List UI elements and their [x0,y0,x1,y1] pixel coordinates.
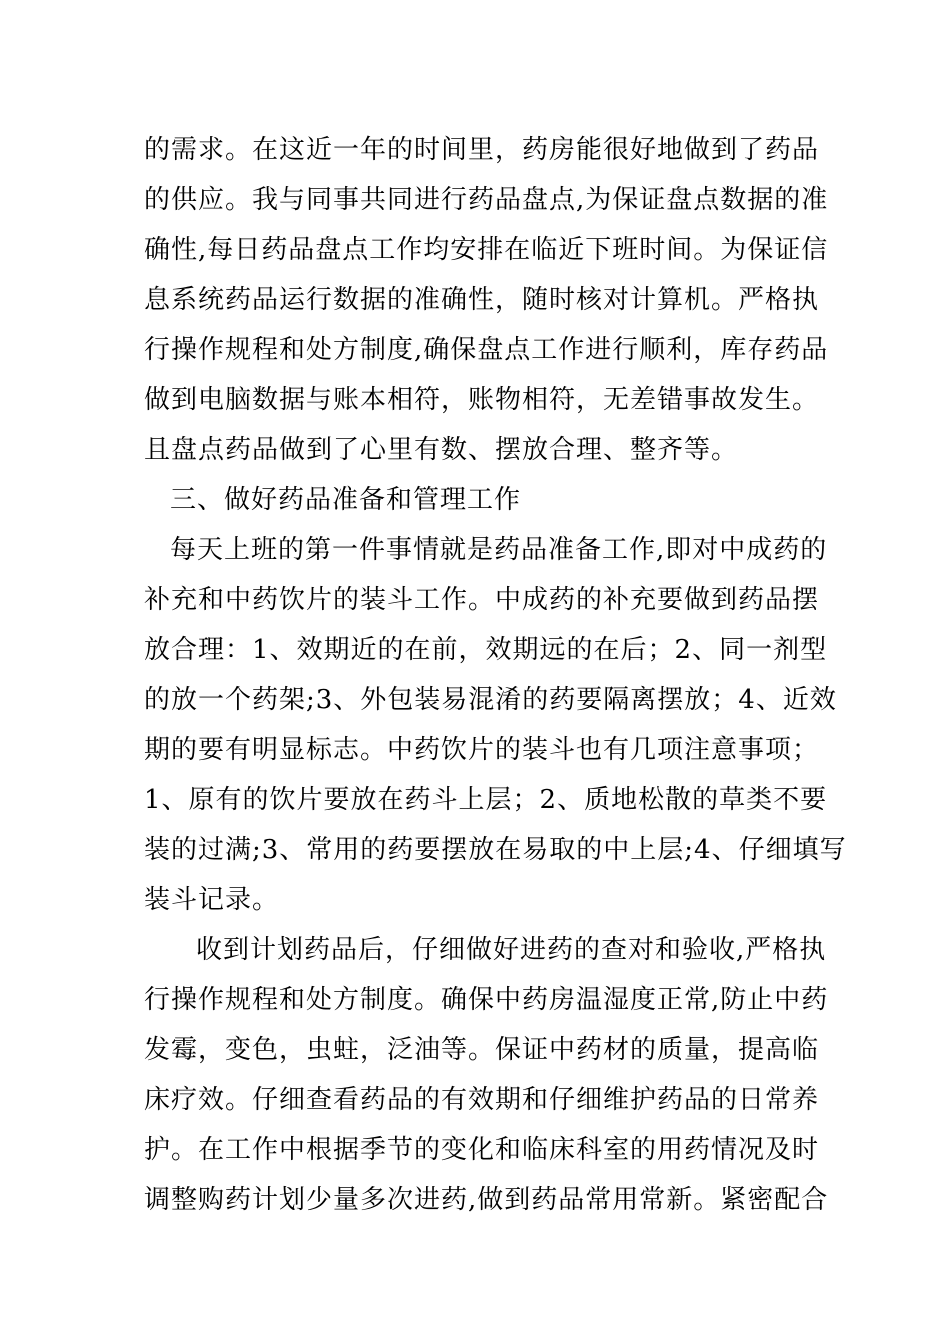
text-line: 且盘点药品做到了心里有数、摆放合理、整齐等。 [144,435,739,465]
text-line: 行操作规程和处方制度,确保盘点工作进行顺利，库存药品 [144,335,829,365]
text-line: 放合理：1、效期近的在前，效期远的在后；2、同一剂型 [144,635,828,665]
text-line: 发霉，变色，虫蛀，泛油等。保证中药材的质量，提高临 [144,1035,820,1065]
text-line: 护。在工作中根据季节的变化和临床科室的用药情况及时 [144,1135,820,1165]
text-line: 装斗记录。 [144,885,280,915]
text-line: 装的过满;3、常用的药要摆放在易取的中上层;4、仔细填写 [144,835,847,865]
section-heading: 三、做好药品准备和管理工作 [170,485,522,515]
text-line: 的放一个药架;3、外包装易混淆的药要隔离摆放；4、近效 [144,685,837,715]
text-line: 1、原有的饮片要放在药斗上层；2、质地松散的草类不要 [144,785,828,815]
text-line: 调整购药计划少量多次进药,做到药品常用常新。紧密配合 [144,1185,829,1215]
text-line: 收到计划药品后，仔细做好进药的查对和验收,严格执 [196,935,827,965]
text-line: 确性,每日药品盘点工作均安排在临近下班时间。为保证信 [144,235,829,265]
text-line: 做到电脑数据与账本相符，账物相符，无差错事故发生。 [144,385,820,415]
text-line: 期的要有明显标志。中药饮片的装斗也有几项注意事项； [144,735,820,765]
text-line: 行操作规程和处方制度。确保中药房温湿度正常,防止中药 [144,985,829,1015]
text-line: 补充和中药饮片的装斗工作。中成药的补充要做到药品摆 [144,585,820,615]
text-line: 床疗效。仔细查看药品的有效期和仔细维护药品的日常养 [144,1085,820,1115]
text-line: 的供应。我与同事共同进行药品盘点,为保证盘点数据的准 [144,185,829,215]
text-line: 每天上班的第一件事情就是药品准备工作,即对中成药的 [170,535,828,565]
text-line: 息系统药品运行数据的准确性，随时核对计算机。严格执 [144,285,820,315]
text-line: 的需求。在这近一年的时间里，药房能很好地做到了药品 [144,135,820,165]
